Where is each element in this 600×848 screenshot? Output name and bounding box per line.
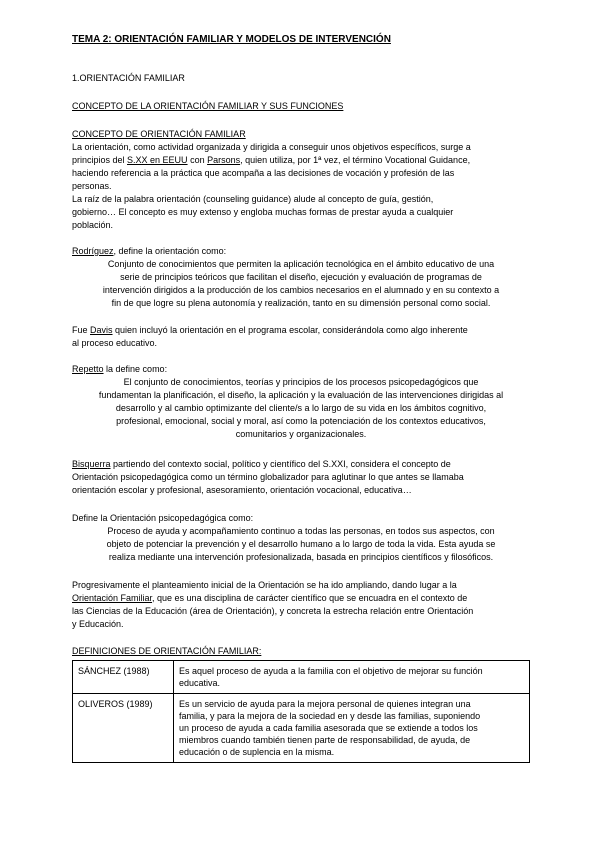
author-cell: OLIVEROS (1989) [73,694,174,763]
text-span: S.XX en EEUU [127,155,188,165]
author-name: Bisquerra [72,459,111,469]
quote-line: El conjunto de conocimientos, teorías y principios de los procesos psicopedagógicos que [123,377,479,387]
table-row [73,661,530,694]
text-line [72,458,451,470]
quote-line: objeto de potenciar la prevención y el desarrollo humano a lo largo de toda la vida. Esta ayuda se [106,539,496,549]
quote-line: serie de principios teóricos que facilitan el diseño, ejecución y evaluación de programas de [120,272,482,282]
text-span: con [187,155,208,165]
text-span: Parsons [207,155,241,165]
text-span: partiendo del contexto social, político y científico del S.XXI, considera el concepto de [110,459,451,469]
sub-heading: CONCEPTO DE ORIENTACIÓN FAMILIAR [72,129,246,139]
text-line: personas. [72,181,112,191]
concept-heading: CONCEPTO DE LA ORIENTACIÓN FAMILIAR Y SUS FUNCIONES [72,101,344,111]
author-name: Davis [90,325,113,335]
text-span: quien incluyó la orientación en el programa escolar, considerándola como algo inherente [112,325,468,335]
text-line [72,592,467,604]
quote-line: Conjunto de conocimientos que permiten la aplicación tecnológica en el ámbito educativo de una [107,259,495,269]
quote-line: fundamentan la planificación, el diseño, la aplicación y la evaluación de las intervenciones dirigidas al [98,390,504,400]
quote-line: Proceso de ayuda y acompañamiento continuo a todas las personas, en todos sus aspectos, con [107,526,495,536]
text-line [72,154,470,166]
table-row [73,694,530,763]
text-line [72,245,226,257]
author-name: Rodríguez [72,246,114,256]
cell-line: Es aquel proceso de ayuda a la familia con el objetivo de mejorar su función [179,666,483,676]
text-line: Progresivamente el planteamiento inicial de la Orientación se ha ido ampliando, dando lugar a la [72,580,457,590]
text-span: la define como: [103,364,168,374]
text-span: principios del [72,155,128,165]
section-heading: 1.ORIENTACIÓN FAMILIAR [72,73,185,83]
quote-line: intervención dirigidos a la producción de los cambios necesarios en el alumnado y en su contexto a [102,285,500,295]
definitions-table [72,660,530,763]
text-line: La orientación, como actividad organizada y dirigida a conseguir unos objetivos específicos, surge a [72,142,471,152]
cell-line: familia, y para la mejora de la sociedad en y desde las familias, suponiendo [179,711,481,721]
definition-cell [174,694,530,763]
definition-cell [174,661,530,694]
definitions-heading: DEFINICIONES DE ORIENTACIÓN FAMILIAR: [72,646,262,656]
text-line: orientación escolar y profesional, asesoramiento, orientación vocacional, educativa… [72,485,412,495]
text-line: haciendo referencia a la práctica que acompaña a las decisiones de vocación y profesión de las [72,168,455,178]
quote-line: realiza mediante una intervención profesionalizada, basada en principios científicos y filosóficos. [108,552,494,562]
text-line: al proceso educativo. [72,338,158,348]
author-name: Repetto [72,364,104,374]
quote-line: desarrollo y al cambio optimizante del cliente/s a lo largo de su vida en los ámbitos cognitivo, [115,403,487,413]
text-line: y Educación. [72,619,124,629]
cell-line: miembros cuando también tienen parte de responsabilidad, de ayuda, de [179,735,471,745]
cell-line: educativa. [179,678,221,688]
text-line: Orientación psicopedagógica como un término globalizador para aglutinar lo que antes se llamaba [72,472,464,482]
cell-line: un proceso de ayuda a cada familia asesorada que se extiende a todos los [179,723,478,733]
text-line [72,324,468,336]
quote-line: fin de que logre su plena autonomía y realización, tanto en su dimensión personal como social. [111,298,491,308]
text-line [72,363,167,375]
text-line: Define la Orientación psicopedagógica como: [72,513,254,523]
text-span: Fue [72,325,91,335]
text-line: población. [72,220,114,230]
text-line: gobierno… El concepto es muy extenso y engloba muchas formas de prestar ayuda a cualquier [72,207,454,217]
cell-line: Es un servicio de ayuda para la mejora personal de quienes integran una [179,699,471,709]
cell-line: educación o de suplencia en la misma. [179,747,335,757]
quote-line: comunitarios y organizacionales. [235,429,367,439]
text-line: las Ciencias de la Educación (área de Orientación), y concreta la estrecha relación entre Orientación [72,606,474,616]
page-title: TEMA 2: ORIENTACIÓN FAMILIAR Y MODELOS DE INTERVENCIÓN [72,34,391,45]
author-cell: SÁNCHEZ (1988) [73,661,174,694]
text-span: , quien utiliza, por 1ª vez, el término Vocational Guidance, [240,155,471,165]
text-span: Orientación Familiar [72,593,153,603]
quote-line: profesional, emocional, social y moral, así como la potenciación de los contextos educativos, [116,416,486,426]
text-line: La raíz de la palabra orientación (counseling guidance) alude al concepto de guía, gestión, [72,194,434,204]
text-span: , define la orientación como: [113,246,227,256]
text-span: , que es una disciplina de carácter científico que se encuadra en el contexto de [152,593,468,603]
